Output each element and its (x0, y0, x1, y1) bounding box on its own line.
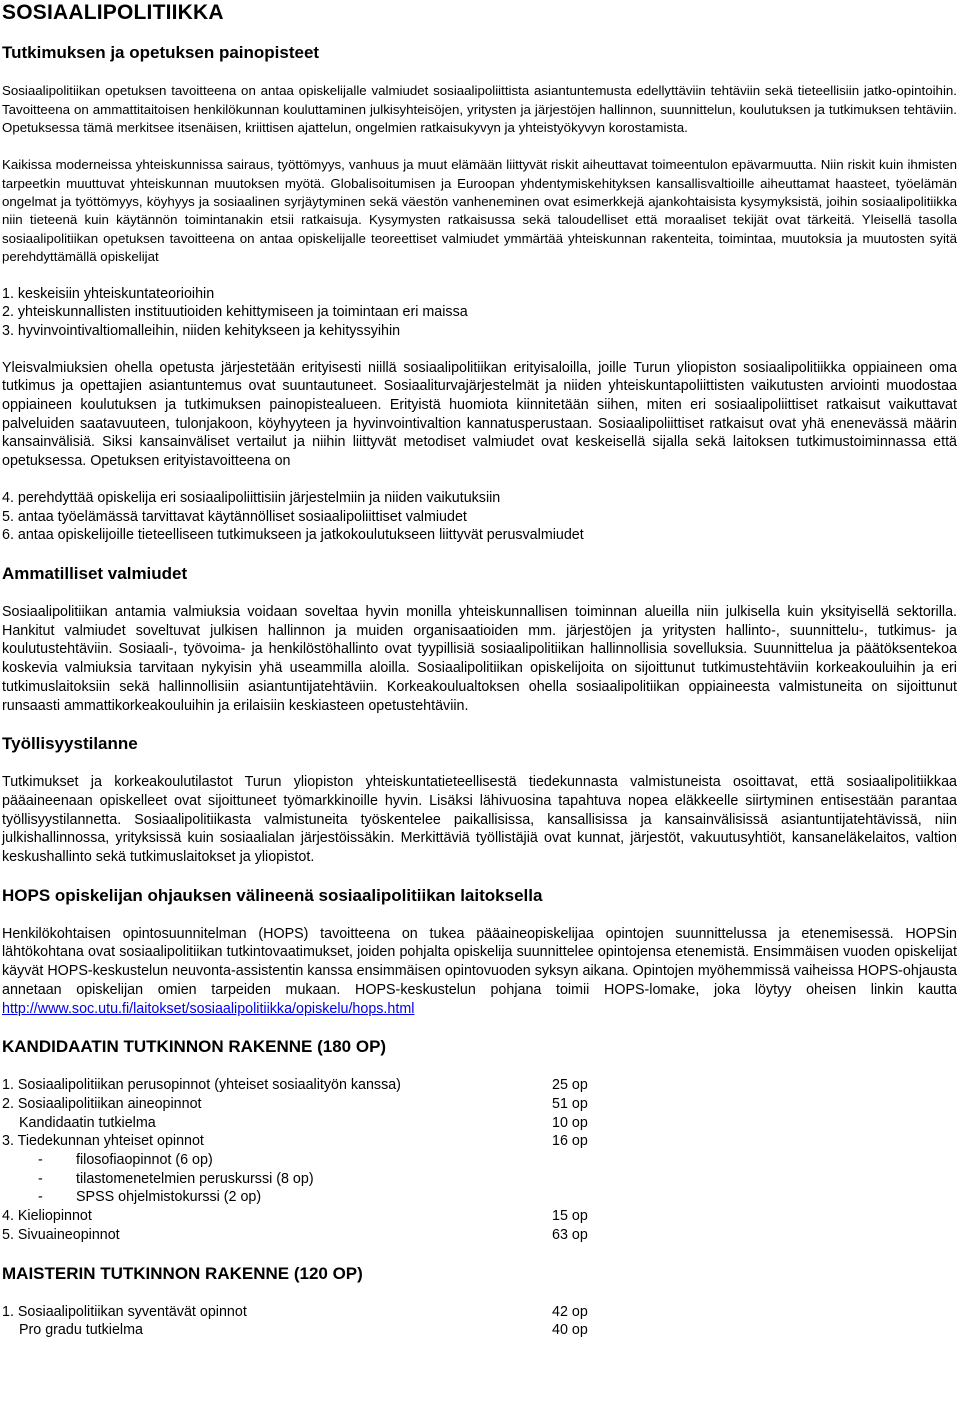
course-name: 4. Kieliopinnot (2, 1208, 92, 1225)
course-name: filosofiaopinnot (6 op) (76, 1152, 213, 1169)
course-name: 1. Sosiaalipolitiikan syventävät opinnot (2, 1303, 247, 1320)
course-credits: 15 op (552, 1208, 588, 1225)
list-item: 6. antaa opiskelijoille tieteelliseen tutkimukseen ja jatkokoulutukseen liittyvät perusvalmiudet (2, 527, 584, 544)
course-credits (552, 1170, 588, 1189)
table-row (2, 1188, 588, 1207)
paragraph-painopisteet-1: Sosiaalipolitiikan opetuksen tavoitteena on antaa opiskelijalle valmiudet sosiaalipoliittista asiantuntemusta edellyttäviin tehtäviin sekä tieteellisiin jatko-opintoihin. Tavoitteena on ammattitaitoisen henkilökunnan kouluttaminen julkisyhteisöjen, yritysten ja järjestöjen hallinnon, suunnittelun, koulutuksen ja tutkimuksen tehtäviin. Opetuksessa tämä merkitsee itsenäisen, kriittisen ajattelun, ongelmien ratkaisukyvyn ja yhteistyökyvyn korostamista. (2, 83, 957, 136)
table-row (2, 1303, 588, 1322)
paragraph-ammatilliset: Sosiaalipolitiikan antamia valmiuksia voidaan soveltaa hyvin monilla yhteiskunnallisen toiminnan alueilla niin julkisella kuin yksityisellä sektorilla. Hankitut valmiudet soveltuvat julkisen hallinnon ja muiden organisaatioiden mm. järjestöjen ja yritysten hallinto-, suunnittelu-, tutkimus- ja koulutustehtäviin. Sosiaali-, työvoima- ja henkilöstöhallinto ovat tyypillisiä sosiaalipolitiikan hallinnollisia sovelluksia. Suunnittelua ja päätöksentekoa koskevia valmiuksia tarvitaan nykyisin yhä useammilla aloilla. Sosiaalipolitiikan opiskelijoita on sijoittunut tutkimustehtäviin korkeakouluihin ja eri tutkimuslaitoksiin sekä hallinnollisiin asiantuntijatehtäviin. Korkeakoulualtoksen ohella sosiaalipolitiikan oppiaineesta valmistuneita on sijoittunut runsaasti ammattikorkeakouluihin ja erilaisiin keskiasteen opetustehtäviin. (2, 603, 957, 714)
kandidaatti-structure-table (2, 1076, 588, 1244)
course-name: Kandidaatin tutkielma (19, 1114, 156, 1131)
course-credits: 42 op (552, 1303, 588, 1320)
table-row (2, 1226, 588, 1245)
course-name: 1. Sosiaalipolitiikan perusopinnot (yhteiset sosiaalityön kanssa) (2, 1077, 401, 1094)
list-item: 2. yhteiskunnallisten instituutioiden kehittymiseen ja toimintaan eri maissa (2, 304, 468, 321)
list-item: 5. antaa työelämässä tarvittavat käytännölliset sosiaalipoliittiset valmiudet (2, 508, 467, 525)
dash-bullet: - (38, 1189, 43, 1206)
page-title: SOSIAALIPOLITIIKKA (2, 1, 224, 24)
course-credits: 16 op (552, 1133, 588, 1150)
course-name: 2. Sosiaalipolitiikan aineopinnot (2, 1095, 202, 1112)
course-credits (552, 1188, 588, 1207)
section-heading-ammatilliset: Ammatilliset valmiudet (2, 563, 188, 583)
course-name: 3. Tiedekunnan yhteiset opinnot (2, 1133, 204, 1150)
sub-course (2, 1188, 552, 1207)
table-row (2, 1151, 588, 1170)
course-credits: 10 op (552, 1114, 588, 1131)
paragraph-painopisteet-3: Yleisvalmiuksien ohella opetusta järjestetään erityisesti niillä sosiaalipolitiikan erityisaloilla, joille Turun yliopiston sosiaalipolitiikka oppiaineen oma tutkimus ja opettajien asiantuntemus ovat suuntautuneet. Sosiaaliturvajärjestelmät ja niiden yhteiskuntapoliittisten vaikutusten arviointi muodostaa oppiaineen koulutuksen ja tutkimuksen painopistealueen. Erityistä huomiota kiinnitetään siihen, miten eri sosiaalipoliittiset ratkaisut vaikuttavat palveluiden saatavuuteen, tulonjakoon, köyhyyteen ja hyvinvointivaltion kannatusperustaan. Sosiaalipoliittiset ratkaisut ovat yhä enenevässä määrin kansainvälisiä. Siksi kansainväliset vertailut ja niihin liittyvät metodiset valmiudet ovat keskeisellä sijalla sekä laitoksen tutkimustoiminnassa että opetuksessa. Opetuksen erityistavoitteena on (2, 359, 957, 470)
course-name: tilastomenetelmien peruskurssi (8 op) (76, 1170, 314, 1187)
hops-link[interactable]: http://www.soc.utu.fi/laitokset/sosiaalipolitiikka/opiskelu/hops.html (2, 1000, 415, 1017)
paragraph-painopisteet-2: Kaikissa moderneissa yhteiskunnissa sairaus, työttömyys, vanhuus ja muut elämään liittyvät riskit aiheuttavat toimeentulon epävarmuutta. Niin riskit kuin ihmisten tarpeetkin muuttuvat yhteiskunnan muutoksen myötä. Globalisoitumisen ja Euroopan yhdentymiskehityksen kansallisvaltioille aiheuttamat haasteet, työelämän ongelmat ja työttömyys, köyhyys ja sosiaalinen syrjäytyminen sekä väestön vanheneminen ovat esimerkkejä ajankohtaisista kysymyksistä, joihin sosiaalipolitiikka niin tieteenä kuin käytännön toimintanakin etsii ratkaisuja. Kysymysten ratkaisussa sekä taloudelliset että moraaliset tekijät ovat tärkeitä. Yleisellä tasolla sosiaalipolitiikan opetuksen tavoitteena on antaa opiskelijalle teoreettiset valmiudet ymmärtää yhteiskunnan rakenteita, toimintaa, muutoksia ja muutosten syitä perehdyttämällä opiskelijat (2, 157, 957, 265)
course-name: 5. Sivuaineopinnot (2, 1226, 120, 1243)
sub-course (2, 1170, 552, 1189)
dash-bullet: - (38, 1152, 43, 1169)
table-row (2, 1207, 588, 1226)
course-credits: 40 op (552, 1322, 588, 1339)
list-item: 1. keskeisiin yhteiskuntateorioihin (2, 285, 215, 302)
section-heading-maisteri: MAISTERIN TUTKINNON RAKENNE (120 OP) (2, 1263, 363, 1283)
section-heading-tyollisyys: Työllisyystilanne (2, 734, 138, 754)
paragraph-hops (2, 925, 957, 1019)
section-heading-painopisteet: Tutkimuksen ja opetuksen painopisteet (2, 43, 320, 62)
table-row (2, 1321, 588, 1340)
list-item: 3. hyvinvointivaltiomalleihin, niiden kehitykseen ja kehityssyihin (2, 322, 401, 339)
table-row (2, 1076, 588, 1095)
sub-course (2, 1151, 552, 1170)
course-credits: 51 op (552, 1095, 588, 1112)
course-credits: 63 op (552, 1226, 588, 1243)
table-row (2, 1095, 588, 1114)
maisteri-structure-table (2, 1303, 588, 1340)
table-row (2, 1132, 588, 1151)
table-row (2, 1170, 588, 1189)
section-heading-hops: HOPS opiskelijan ohjauksen välineenä sosiaalipolitiikan laitoksella (2, 885, 543, 905)
document-page (2, 0, 957, 1340)
course-credits (552, 1151, 588, 1170)
section-heading-kandidaatti: KANDIDAATIN TUTKINNON RAKENNE (180 OP) (2, 1037, 387, 1057)
course-credits: 25 op (552, 1077, 588, 1094)
paragraph-tyollisyys: Tutkimukset ja korkeakoulutilastot Turun yliopiston yhteiskuntatieteellisestä tiedekunnasta valmistuneista osoittavat, että sosiaalipolitiikkaa pääaineenaan opiskelleet ovat sijoittuneet työmarkkinoille hyvin. Lisäksi lähivuosina tapahtuva nopea eläkkeelle siirtyminen entisestään parantaa työllisyystilannetta. Sosiaalipolitiikasta valmistuneita työskentelee paikallisissa, kansallisissa ja kansainvälisissä asiantuntijatehtävissä, niin julkishallinnossa, yrityksissä kuin sosiaalialan järjestöissäkin. Merkittäviä työllistäjiä ovat kunnat, järjestöt, vakuutusyhtiöt, kansaneläkelaitos, valtion keskushallinto sekä tutkimuslaitokset ja yliopistot. (2, 774, 957, 866)
course-name: SPSS ohjelmistokurssi (2 op) (76, 1189, 262, 1206)
table-row (2, 1114, 588, 1133)
paragraph-hops-text: Henkilökohtaisen opintosuunnitelman (HOPS) tavoitteena on tukea pääaineopiskelijaa opintojen suunnittelussa ja etenemisessä. HOPSin lähtökohtana ovat sosiaalipolitiikan tutkintovaatimukset, joiden pohjalta opiskelija suunnittelee opintojensa etenemistä. Ensimmäisen vuoden opiskelijat käyvät HOPS-keskustelun neuvonta-assistentin kanssa ensimmäisen opintovuoden syksyn aikana. Opintojen myöhemmissä vaiheissa HOPS-ohjausta annetaan opiskelijan omien tarpeiden mukaan. HOPS-keskustelun pohjana toimii HOPS-lomake, joka löytyy oheisen linkin kautta (2, 925, 957, 998)
course-name: Pro gradu tutkielma (19, 1322, 143, 1339)
dash-bullet: - (38, 1170, 43, 1187)
list-item: 4. perehdyttää opiskelija eri sosiaalipoliittisiin järjestelmiin ja niiden vaikutuksiin (2, 489, 501, 506)
